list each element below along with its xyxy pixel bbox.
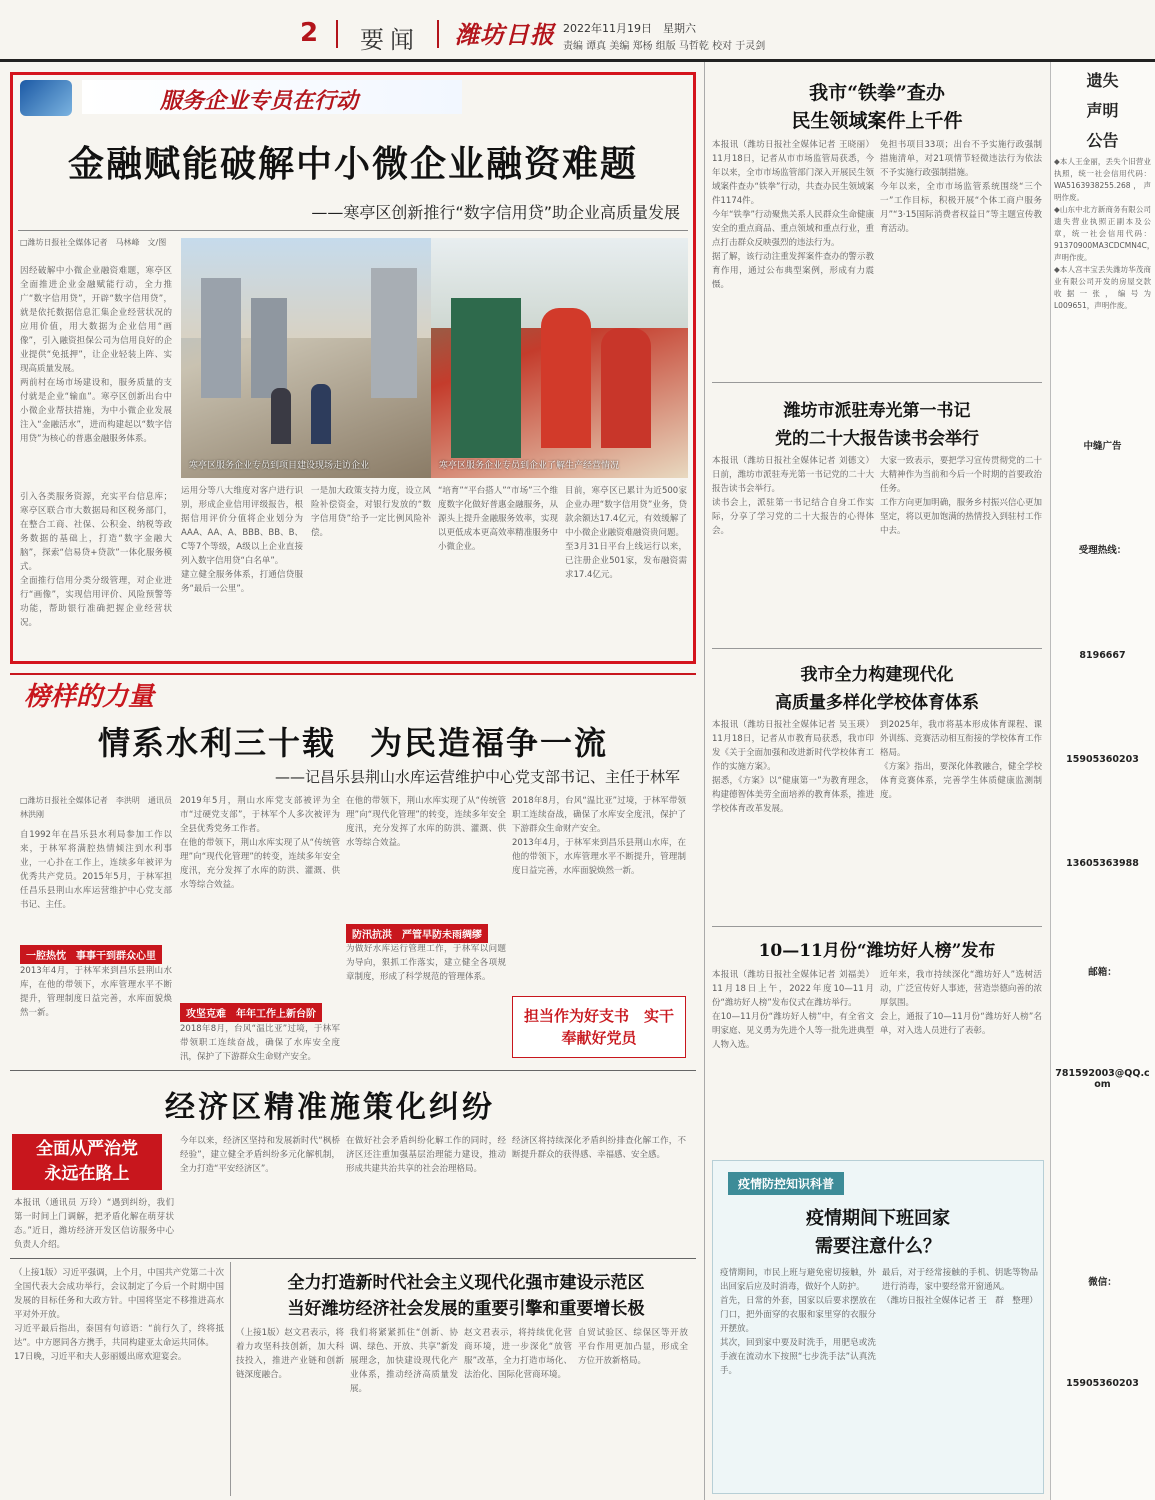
paragraph: 自贸试验区、综保区等开放平台作用更加凸显，形成全方位开放新格局。 (578, 1328, 688, 1366)
article-column (346, 1134, 506, 1252)
feature-banner: 服务企业专员在行动 (160, 89, 359, 114)
article-column (720, 1266, 876, 1488)
story-headline: 高质量多样化学校体育体系 (775, 693, 979, 713)
story-headline: 民生领域案件上千件 (791, 110, 963, 132)
rule (712, 382, 1042, 383)
paragraph: 今年以来，全市市场监管系统围绕“三个一”工作目标，积极开展“个体工商户服务月”“3·15国际消费者权益日”等主题宣传教育活动。 (880, 182, 1042, 234)
story-headline: 疫情期间下班回家 (806, 1208, 950, 1229)
article-column (512, 794, 686, 990)
story-headline: 党的二十大报告读书会举行 (775, 429, 979, 449)
story-headline: 需要注意什么？ (815, 1236, 941, 1257)
paragraph: 2019年5月，荆山水库党支部被评为全市“过硬党支部”，于林军个人多次被评为全县优秀党务工作者。 (180, 796, 340, 834)
discipline-badge (12, 1134, 162, 1190)
article-column (20, 264, 172, 486)
paragraph: 因经破解中小微企业融资难题，寒亭区全面推进企业金融赋能行动，全力推广“数字信用贷”，开辟“数字信用贷”，就是依托数据信息汇集企业经营状况的应用价值，用大数据为企业信用“画像”，引入融资担保公司为信用良好的企业提供“免抵押”，让企业轻装上阵、实现高质量发展。 (20, 266, 172, 374)
page-number: 2 (300, 18, 319, 48)
paragraph: （潍坊日报社全媒体记者 王 群 整理） (882, 1296, 1038, 1306)
paragraph: 为做好水库运行管理工作，于林军以问题为导向，狠抓工作落实，建立健全各项规章制度，形成了科学规范的管理体系。 (346, 944, 506, 982)
article-column (438, 484, 558, 660)
article-column (880, 138, 1042, 374)
divider (230, 1262, 231, 1496)
feature-headline: 情系水利三十载 为民造福争一流 (97, 724, 608, 762)
photo-project-site (181, 238, 431, 478)
wechat-id: 15905360203 (1066, 1378, 1139, 1389)
econ-headline: 经济区精准施策化纠纷 (165, 1090, 495, 1125)
paragraph: 据了解，该行动注重发挥案件查办的警示教育作用，通过公布典型案例，形成有力震慑。 (712, 252, 874, 290)
paragraph: 17日晚，习近平和夫人彭丽媛出席欢迎宴会。 (14, 1352, 187, 1362)
divider (336, 20, 338, 48)
story-headline: 潍坊市派驻寿光第一书记 (783, 401, 971, 421)
hotline-label: 受理热线： (1078, 545, 1127, 556)
article-column (20, 490, 172, 658)
article-column (180, 1134, 340, 1252)
article-column (712, 718, 874, 918)
pull-quote (512, 996, 686, 1058)
section-title: 要闻 (360, 26, 420, 54)
paragraph: 本报讯（潍坊日报社全媒体记者 刘德文）日前，潍坊市派驻寿光第一书记党的二十大报告读书会举行。 (712, 456, 874, 494)
paragraph: 至3月31日平台上线运行以来，已注册企业501家，发布融资需求17.4亿元。 (565, 542, 687, 580)
article-column (180, 794, 340, 999)
article-column (14, 1266, 224, 1494)
article-column (346, 942, 506, 1062)
feature-byline: □潍坊日报社全媒体记者 马林峰 文/图 (20, 238, 167, 247)
paragraph: 今年“铁拳”行动聚焦关系人民群众生命健康安全的重点商品、重点领域和重点行业，重点打击群众反映强烈的违法行为。 (712, 210, 874, 248)
paragraph: 2018年8月，台风“温比亚”过境，于林军带领职工连续奋战，确保了水库安全度汛，保护了下游群众生命财产安全。 (512, 796, 686, 834)
feature-banner: 榜样的力量 (24, 682, 155, 712)
article-column (346, 794, 506, 920)
paragraph: 到2025年，我市将基本形成体育课程、课外训练、竞赛活动相互衔接的学校体育工作格局。 (880, 720, 1042, 758)
photo-caption: 寒亭区服务企业专员到企业了解生产经营情况 (439, 461, 620, 471)
article-column (512, 1134, 686, 1252)
paragraph: 习近平最后指出，泰国有句谚语：“前行久了，终将抵达”。中方愿同各方携手，共同构建亚太命运共同体。 (14, 1324, 224, 1348)
paragraph: 引入各类服务资源，充实平台信息库；寒亭区联合市大数据局和区税务部门，在整合工商、社保、公积金、纳税等政务数据的基础上，打造“数字金融大脑”，探索“信易贷+贷款”一体化服务模式。 (20, 492, 172, 572)
paragraph: 本报讯（潍坊日报社全媒体记者 吴玉瑛）11月18日，记者从市教育局获悉，我市印发《关于全面加强和改进新时代学校体育工作的实施方案》。 (712, 720, 874, 772)
paragraph: 其次，回到家中要及时洗手，用肥皂或洗手液在流动水下按照“七步洗手法”认真洗手。 (720, 1338, 876, 1376)
rule (10, 1070, 696, 1071)
article-column (180, 1022, 340, 1062)
paragraph: 近年来，我市持续深化“潍坊好人”选树活动，广泛宣传好人事迹，营造崇德向善的浓厚氛围。 (880, 970, 1042, 1008)
article-column (20, 964, 172, 1060)
phone-number: 15905360203 (1066, 754, 1139, 765)
article-column (311, 484, 431, 660)
paragraph: 本报讯（潍坊日报社全媒体记者 刘福美）11月18日上午，2022年度10—11月份“潍坊好人榜”发布仪式在潍坊举行。 (712, 970, 874, 1008)
rail-title: 遗失 (1086, 71, 1119, 90)
feature-subhead: ——记昌乐县荆山水库运营维护中心党支部书记、主任于林军 (274, 768, 680, 786)
subhead-tag: 一腔热忱 事事干到群众心里 (20, 945, 162, 964)
paragraph: 首先，日常的外套，国家以后要求摆放在门口，把外面穿的衣服和家里穿的衣服分开摆放。 (720, 1296, 876, 1334)
wechat-label: 微信： (1088, 1277, 1117, 1288)
article-column (880, 718, 1042, 918)
article-column (181, 484, 303, 660)
mail-label: 邮箱： (1088, 967, 1117, 978)
feature-subhead: ——寒亭区创新推行“数字信用贷”助企业高质量发展 (311, 203, 680, 222)
notice-item: ◆山东中北方新商务有限公司遗失营业执照正副本及公章，统一社会信用代码：91370900MA3CDCMN4C，声明作废。 (1054, 205, 1155, 262)
subhead-tag: 防汛抗洪 严管早防未雨绸缪 (346, 924, 488, 943)
article-column (712, 968, 874, 1152)
photo-workshop (431, 238, 688, 478)
article-column (712, 138, 874, 374)
feature-headline: 金融赋能破解中小微企业融资难题 (67, 143, 638, 185)
divider (704, 62, 705, 1500)
article-column (236, 1326, 344, 1494)
notice-item: ◆本人宫丰宝丢失潍坊华茂商业有限公司开发的房屋交款收据一张，编号为L009651，声明作废。 (1054, 265, 1151, 310)
paragraph: 目前，寒亭区已累计为近500家企业办理“数字信用贷”业务，贷款余额达17.4亿元，有效缓解了中小微企业融资难融资贵问题。 (565, 486, 687, 538)
rule (18, 230, 688, 231)
paragraph: 工作方向更加明确，服务乡村振兴信心更加坚定，将以更加饱满的热情投入到驻村工作中去。 (880, 498, 1042, 536)
science-tag: 疫情防控知识科普 (728, 1172, 844, 1195)
paragraph: 2013年4月，于林军来到昌乐县荆山水库，在他的带领下，水库管理水平不断提升，管理制度日益完善，水库面貌焕然一新。 (512, 838, 686, 876)
pull-quote-text: 担当作为好支书 实干奉献好党员 (523, 1007, 674, 1047)
article-column (14, 1196, 174, 1252)
paragraph: 经济区将持续深化矛盾纠纷排查化解工作，不断提升群众的获得感、幸福感、安全感。 (512, 1136, 686, 1160)
article-column (880, 968, 1042, 1152)
paragraph: 在10—11月份“潍坊好人榜”中，有全省文明家庭、见义勇为先进个人等一批先进典型人物入选。 (712, 1012, 874, 1050)
rail-title: 公告 (1086, 131, 1119, 150)
article-column (880, 454, 1042, 640)
ad-agency: 中缝广告 (1083, 441, 1122, 452)
paragraph: 在他的带领下，荆山水库实现了从“传统管理”向“现代化管理”的转变，连续多年安全度汛，充分发挥了水库的防洪、灌溉、供水等综合效益。 (180, 838, 340, 890)
paragraph: 运用分等八大维度对客户进行识别，形成企业信用评级报告，根据信用评价分值将企业划分为AAA、AA、A、BBB、BB、B、C等7个等级，A级以上企业直接列入数字信用贷“白名单”。 (181, 486, 303, 566)
paragraph: 会上，通报了10—11月份“潍坊好人榜”名单，对入选人员进行了表彰。 (880, 1012, 1042, 1036)
modern-headline: 当好潍坊经济社会发展的重要引擎和重要增长极 (287, 1299, 645, 1319)
subhead-tag: 攻坚克难 年年工作上新台阶 (180, 1003, 322, 1022)
divider (437, 20, 439, 48)
paragraph: 疫情期间，市民上班与避免密切接触，外出回家后应及时消毒，做好个人防护。 (720, 1268, 876, 1292)
article-column (712, 454, 874, 640)
paper-logo: 潍坊日报 (455, 20, 555, 49)
rule (712, 648, 1042, 649)
phone-number: 13605363988 (1066, 858, 1139, 869)
paragraph: 全面推行信用分类分级管理，对企业进行“画像”，实现信用评价、风险预警等功能，帮助银行准确把握企业经营状况。 (20, 576, 172, 628)
paragraph: 建立健全服务体系，打通信贷服务“最后一公里”。 (181, 570, 303, 594)
article-column (20, 828, 172, 940)
story-headline: 我市全力构建现代化 (800, 665, 954, 685)
article-column (578, 1326, 688, 1494)
issue-date: 2022年11月19日 星期六 (563, 22, 696, 35)
article-column (882, 1266, 1038, 1488)
badge-line: 全面从严治党 (36, 1139, 138, 1159)
paragraph: 在做好社会矛盾纠纷化解工作的同时，经济区还注重加强基层治理能力建设，推动形成共建共治共享的社会治理格局。 (346, 1136, 506, 1174)
email-address: 781592003@QQ.com (1055, 1068, 1150, 1090)
paragraph: 读书会上，派驻第一书记结合自身工作实际，分享了学习党的二十大报告的心得体会。 (712, 498, 874, 536)
paragraph: 本报讯（通讯员 万玲）“遇到纠纷，我们第一时间上门调解，把矛盾化解在萌芽状态。”近日，潍坊经济开发区信访服务中心负责人介绍。 (14, 1198, 174, 1250)
story-headline: 10—11月份“潍坊好人榜”发布 (758, 941, 996, 961)
paragraph: 自1992年在昌乐县水利局参加工作以来，于林军将满腔热情倾注到水利事业，一心扑在工作上，连续多年被评为优秀共产党员。2015年5月，于林军担任昌乐县荆山水库运营维护中心党支部书记、主任。 (20, 830, 172, 910)
photo-caption: 寒亭区服务企业专员到项目建设现场走访企业 (189, 461, 370, 471)
staff-line: 责编 谭真 美编 郑杨 组版 马哲乾 校对 于灵剑 (563, 41, 766, 52)
paragraph: 据悉，《方案》以“健康第一”为教育理念，构建德智体美劳全面培养的教育体系，推进学校体育改革发展。 (712, 776, 874, 814)
paragraph: 本报讯（潍坊日报社全媒体记者 王晓丽）11月18日，记者从市市场监管局获悉，今年以来，全市市场监管部门深入开展民生领域案件查办“铁拳”行动，共查办民生领域案件1174件。 (712, 140, 874, 206)
rule (712, 926, 1042, 927)
badge-line: 永远在路上 (44, 1164, 130, 1184)
article-column (350, 1326, 458, 1494)
notice-item: ◆本人王金丽，丢失个旧营业执照，统一社会信用代码：WA5163938255.268，声明作废。 (1054, 157, 1151, 202)
rule (10, 673, 696, 675)
paragraph: （上接1版）习近平强调，上个月，中国共产党第二十次全国代表大会成功举行，会议制定了今后一个时期中国发展的目标任务和大政方针。中国将坚定不移推进高水平对外开放。 (14, 1268, 224, 1320)
paragraph: 赵文君表示，将持续优化营商环境，进一步深化“放管服”改革，全力打造市场化、法治化、国际化营商环境。 (464, 1328, 572, 1380)
modern-headline: 全力打造新时代社会主义现代化强市建设示范区 (287, 1273, 645, 1293)
article-column (464, 1326, 572, 1494)
paragraph: 2013年4月，于林军来到昌乐县荆山水库，在他的带领下，水库管理水平不断提升，管理制度日益完善，水库面貌焕然一新。 (20, 966, 172, 1018)
article-column (565, 484, 687, 660)
notice-list (1054, 156, 1155, 352)
paragraph: （上接1版）赵文君表示，将着力攻坚科技创新，加大科技投入，推进产业链和创新链深度融合。 (236, 1328, 344, 1380)
paragraph: 我们将紧紧抓住“创新、协调、绿色、开放、共享”新发展理念，加快建设现代化产业体系，推动经济高质量发展。 (350, 1328, 458, 1394)
rule (10, 1258, 696, 1259)
paragraph: 在他的带领下，荆山水库实现了从“传统管理”向“现代化管理”的转变，连续多年安全度汛，充分发挥了水库的防洪、灌溉、供水等综合效益。 (346, 796, 506, 848)
paragraph: 大家一致表示，要把学习宣传贯彻党的二十大精神作为当前和今后一个时期的首要政治任务。 (880, 456, 1042, 494)
paragraph: 两前村在场市场建设和，服务质量的支付就是企业“输血”。寒亭区创新出台中小微企业帮扶措施，为中小微企业发展注入“金融活水”，进而构建起以“数字信用贷”为核心的普惠金融服务体系。 (20, 378, 172, 444)
paragraph: 一是加大政策支持力度，设立风险补偿资金，对银行发放的“数字信用贷”给予一定比例风险补偿。 (311, 486, 431, 538)
story-headline: 我市“铁拳”查办 (809, 82, 945, 104)
feature-byline: □潍坊日报社全媒体记者 李洪明 通讯员 林洪刚 (20, 796, 180, 819)
paragraph: “培育”“平台搭人”“市场”三个维度数字化做好普惠金融服务，从源头上提升金融服务效率，实现以更低成本更高效率精准服务中小微企业。 (438, 486, 558, 552)
paragraph: 2018年8月，台风“温比亚”过境，于林军带领职工连续奋战，确保了水库安全度汛，保护了下游群众生命财产安全。 (180, 1024, 340, 1062)
paragraph: 最后，对于经常接触的手机、钥匙等物品进行消毒，家中要经常开窗通风。 (882, 1268, 1038, 1292)
paragraph: 免担书项目33项；出台不予实施行政强制措施清单，对21项情节轻微违法行为依法不予实施行政强制措施。 (880, 140, 1042, 178)
rail-title: 声明 (1086, 101, 1119, 120)
service-logo-icon (20, 80, 72, 116)
paragraph: 今年以来，经济区坚持和发展新时代“枫桥经验”，建立健全矛盾纠纷多元化解机制，全力打造“平安经济区”。 (180, 1136, 340, 1174)
paragraph: 《方案》指出，要深化体教融合，健全学校体育竞赛体系，完善学生体质健康监测制度。 (880, 762, 1042, 800)
phone-number: 8196667 (1079, 650, 1126, 661)
